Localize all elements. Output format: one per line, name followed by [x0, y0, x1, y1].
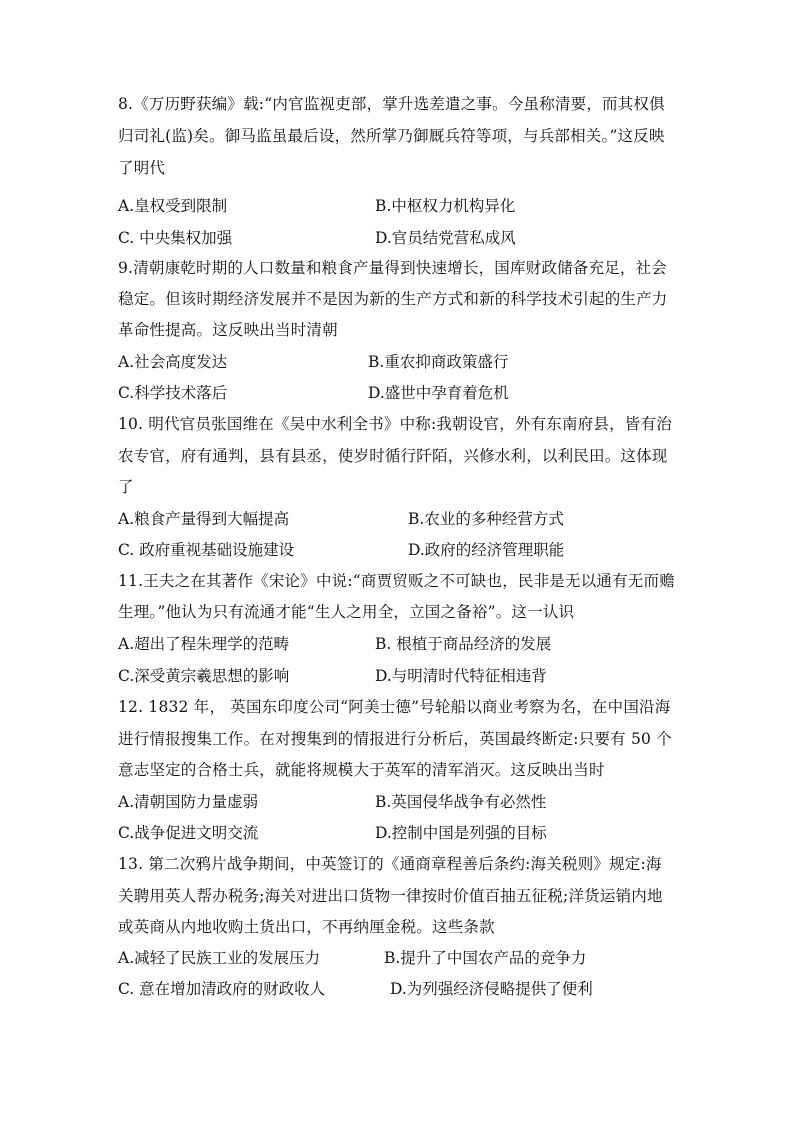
question-10-option-c: C. 政府重视基础设施建设 — [118, 541, 295, 559]
question-9-line-2: 稳定。但该时期经济发展并不是因为新的生产方式和新的科学技术引起的生产力 — [118, 290, 668, 308]
question-12-option-d: D.控制中国是列强的目标 — [375, 824, 547, 842]
question-13-line-3: 或英商从内地收购土货出口，不再纳厘金税。这些条款 — [118, 918, 495, 936]
question-9-line-3: 革命性提高。这反映出当时清朝 — [118, 321, 338, 339]
question-11-option-a: A.超出了程朱理学的范畴 — [118, 635, 290, 653]
question-11-option-d: D.与明清时代特征相违背 — [375, 667, 547, 685]
question-10-line-2: 农专官，府有通判，县有县丞，使岁时循行阡陌，兴修水利，以利民田。这体现 — [118, 447, 668, 465]
question-12-line-1: 12. 1832 年， 英国东印度公司“阿美士德”号轮船以商业考察为名，在中国沿海 — [118, 698, 671, 716]
question-12-option-c: C.战争促进文明交流 — [118, 824, 259, 842]
question-8-option-c: C. 中央集权加强 — [118, 229, 233, 247]
question-9-option-c: C.科学技术落后 — [118, 384, 228, 402]
question-12-option-b: B.英国侵华战争有必然性 — [375, 793, 547, 811]
question-13-option-d: D.为列强经济侵略提供了便利 — [390, 980, 593, 998]
question-8-option-a: A.皇权受到限制 — [118, 197, 228, 215]
question-13-line-2: 关聘用英人帮办税务;海关对进出口货物一律按时价值百抽五征税;洋货运销内地 — [118, 887, 663, 905]
question-9-option-a: A.社会高度发达 — [118, 353, 228, 371]
question-9-option-b: B.重农抑商政策盛行 — [368, 353, 509, 371]
question-11-line-2: 生理。”他认为只有流通才能“生人之用全，立国之备裕”。这一认识 — [118, 603, 575, 621]
question-10-line-1: 10. 明代官员张国维在《吴中水利全书》中称:我朝设官，外有东南府县，皆有治 — [118, 415, 672, 433]
question-11-option-c: C.深受黄宗羲思想的影响 — [118, 667, 290, 685]
question-8-option-b: B.中枢权力机构异化 — [375, 197, 516, 215]
question-8-option-d: D.官员结党营私成风 — [375, 229, 516, 247]
question-12-line-2: 进行情报搜集工作。在对搜集到的情报进行分析后，英国最终断定:只要有 50 个 — [118, 730, 672, 748]
question-8-line-1: 8.《万历野获编》载:“内官监视吏部，掌升选差遣之事。今虽称清要，而其权俱 — [118, 95, 665, 113]
question-11-option-b: B. 根植于商品经济的发展 — [375, 635, 552, 653]
question-10-option-b: B.农业的多种经营方式 — [408, 510, 564, 528]
question-13-option-b: B.提升了中国农产品的竞争力 — [384, 949, 587, 967]
question-13-option-c: C. 意在增加清政府的财政收人 — [118, 980, 326, 998]
question-13-line-1: 13. 第二次鸦片战争期间，中英签订的《通商章程善后条约:海关税则》规定:海 — [118, 855, 662, 873]
question-9-option-d: D.盛世中孕育着危机 — [368, 384, 509, 402]
question-12-line-3: 意志坚定的合格士兵，就能将规模大于英军的清军消灭。这反映出当时 — [118, 761, 605, 779]
question-13-option-a: A.减轻了民族工业的发展压力 — [118, 949, 321, 967]
question-8-line-2: 归司礼(监)矣。御马监虽最后设，然所掌乃御厩兵符等项，与兵部相关。”这反映 — [118, 127, 665, 145]
question-10-line-3: 了 — [118, 478, 134, 496]
question-8-line-3: 了明代 — [118, 159, 166, 177]
question-9-line-1: 9.清朝康乾时期的人口数量和粮食产量得到快速增长，国库财政储备充足，社会 — [118, 259, 667, 277]
question-10-option-d: D.政府的经济管理职能 — [408, 541, 565, 559]
question-10-option-a: A.粮食产量得到大幅提高 — [118, 510, 290, 528]
question-12-option-a: A.清朝国防力量虚弱 — [118, 793, 259, 811]
question-11-line-1: 11.王夫之在其著作《宋论》中说:“商贾贸贩之不可缺也，民非是无以通有无而赡 — [118, 572, 675, 590]
